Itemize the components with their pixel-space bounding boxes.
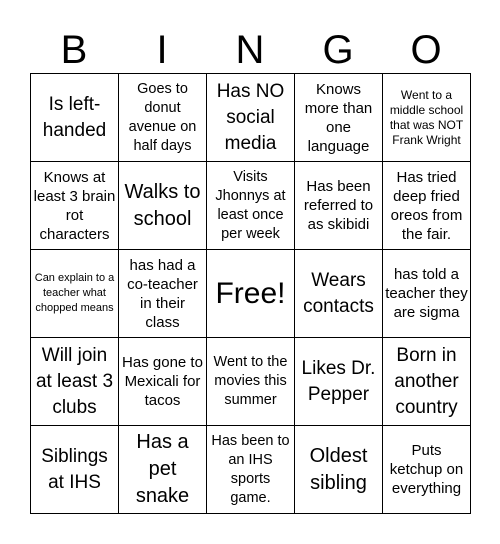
- bingo-cell[interactable]: [383, 162, 471, 250]
- cell-text: Knows more than one language: [304, 80, 373, 155]
- bingo-cell[interactable]: [383, 426, 471, 514]
- cell-text: Has been referred to as skibidi: [303, 178, 374, 233]
- header-letter-n: N: [235, 28, 265, 72]
- bingo-cell[interactable]: [295, 74, 383, 162]
- cell-text: has told a teacher they are sigma: [385, 266, 468, 321]
- bingo-cell[interactable]: [207, 162, 295, 250]
- bingo-grid: [30, 73, 471, 514]
- bingo-cell[interactable]: [119, 338, 207, 426]
- header-letter-b: B: [60, 28, 88, 72]
- bingo-cell[interactable]: [119, 162, 207, 250]
- cell-text: Has NO social media: [216, 80, 285, 154]
- cell-text: Siblings at IHS: [41, 445, 108, 493]
- header-letter-g: G: [322, 28, 354, 72]
- header-letter-o: O: [410, 28, 442, 72]
- cell-text: Went to a middle school that was NOT Frank Wright: [389, 87, 464, 147]
- cell-text: Has gone to Mexicali for tacos: [122, 354, 203, 409]
- cell-text: Visits Jhonnys at least once per week: [215, 168, 286, 242]
- cell-text: Likes Dr. Pepper: [301, 357, 376, 405]
- cell-text: has had a co-teacher in their class: [127, 256, 198, 331]
- bingo-cell[interactable]: [31, 338, 119, 426]
- cell-text: Knows at least 3 brain rot characters: [33, 168, 116, 243]
- header-letter-i: I: [156, 28, 168, 72]
- bingo-cell[interactable]: [31, 426, 119, 514]
- cell-text: Went to the movies this summer: [213, 354, 288, 408]
- cell-text: Has been to an IHS sports game.: [211, 432, 290, 506]
- bingo-cell[interactable]: [31, 162, 119, 250]
- bingo-cell[interactable]: [383, 74, 471, 162]
- bingo-cell[interactable]: [207, 426, 295, 514]
- bingo-cell[interactable]: [207, 74, 295, 162]
- bingo-cell-free[interactable]: [207, 250, 295, 338]
- cell-text: Walks to school: [124, 180, 201, 230]
- bingo-cell[interactable]: [295, 250, 383, 338]
- bingo-cell[interactable]: [383, 338, 471, 426]
- cell-text: Born in another country: [394, 344, 459, 418]
- bingo-cell[interactable]: [119, 426, 207, 514]
- bingo-cell[interactable]: [207, 338, 295, 426]
- bingo-cell[interactable]: [31, 250, 119, 338]
- cell-text: Free!: [215, 276, 286, 310]
- cell-text: Has tried deep fried oreos from the fair.: [390, 168, 463, 243]
- cell-text: Has a pet snake: [135, 431, 190, 507]
- bingo-cell[interactable]: [295, 338, 383, 426]
- cell-text: Will join at least 3 clubs: [35, 344, 114, 418]
- bingo-cell[interactable]: [119, 74, 207, 162]
- bingo-cell[interactable]: [295, 426, 383, 514]
- bingo-header: [30, 26, 471, 74]
- bingo-cell[interactable]: [31, 74, 119, 162]
- bingo-cell[interactable]: [295, 162, 383, 250]
- cell-text: Goes to donut avenue on half days: [128, 80, 197, 154]
- bingo-cell[interactable]: [383, 250, 471, 338]
- cell-text: Oldest sibling: [309, 444, 368, 494]
- cell-text: Wears contacts: [303, 269, 374, 317]
- cell-text: Can explain to a teacher what chopped means: [34, 272, 115, 314]
- cell-text: Puts ketchup on everything: [389, 442, 464, 497]
- cell-text: Is left-handed: [42, 93, 107, 141]
- bingo-cell[interactable]: [119, 250, 207, 338]
